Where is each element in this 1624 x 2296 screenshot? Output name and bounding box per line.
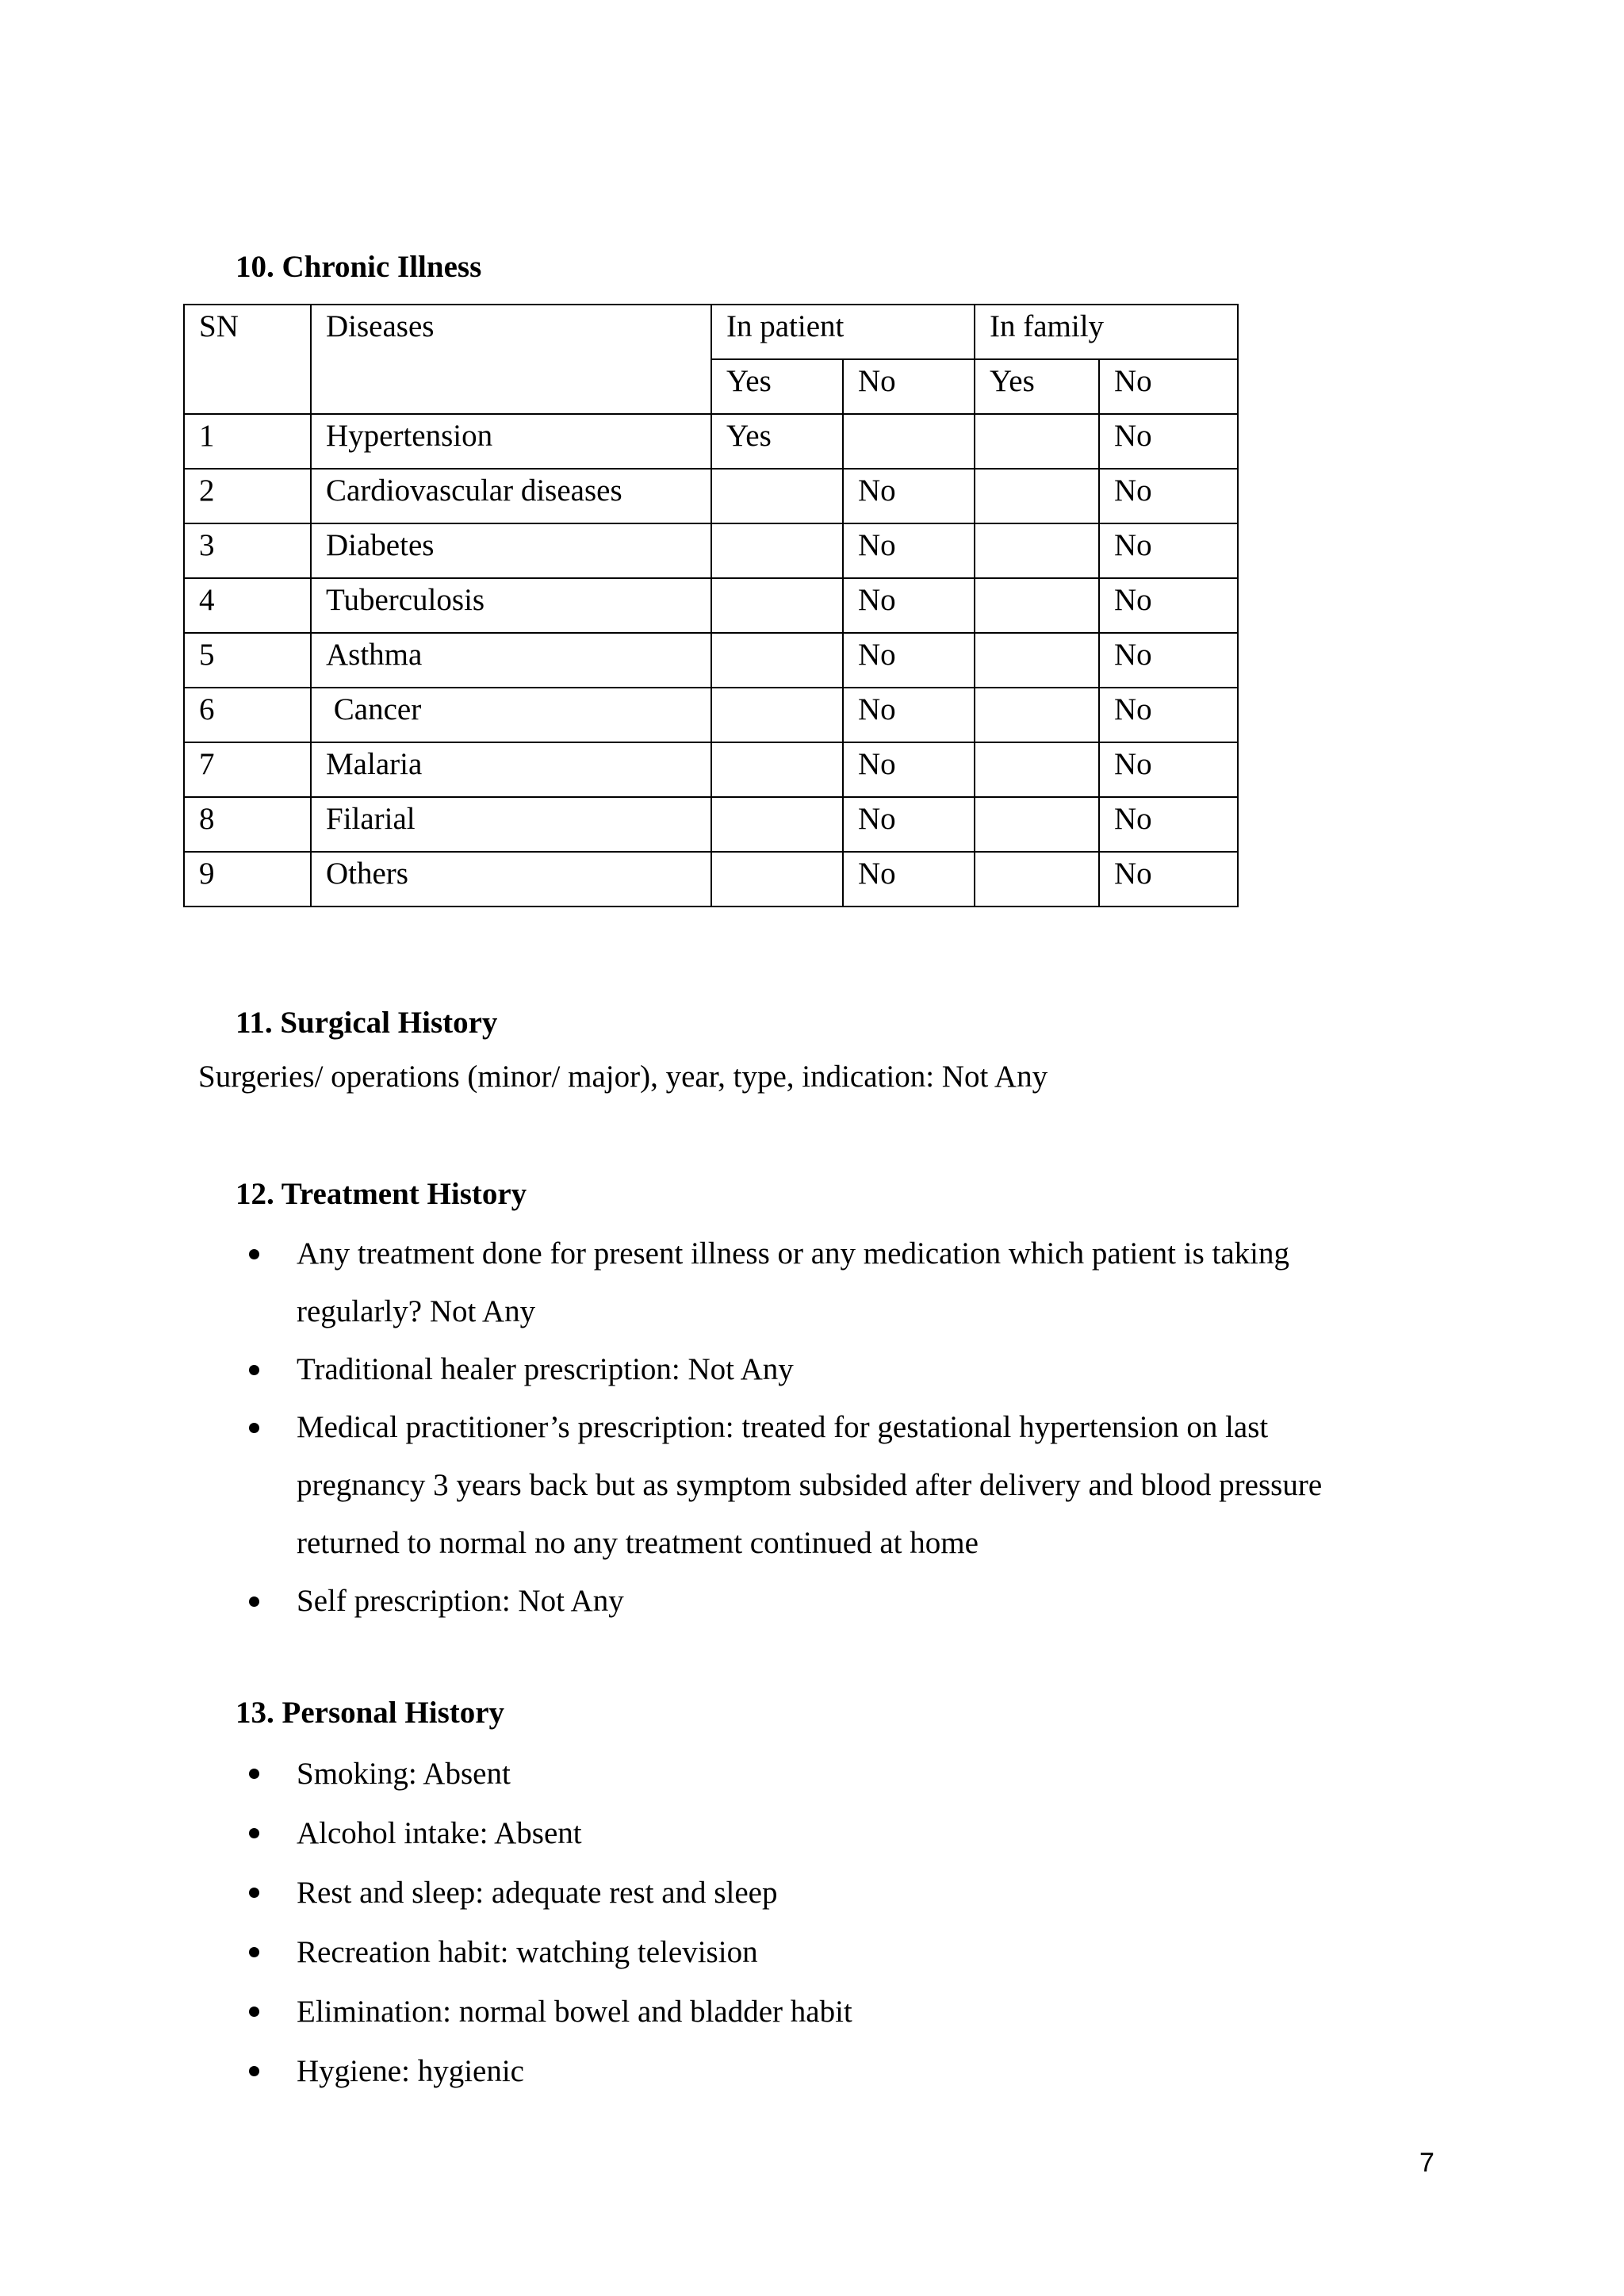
bullet-icon (249, 1365, 259, 1375)
cell-family-yes (975, 742, 1099, 797)
bullet-icon (249, 1596, 259, 1607)
header-in-patient: In patient (711, 305, 975, 359)
cell-family-no: No (1099, 688, 1238, 742)
cell-family-no: No (1099, 414, 1238, 469)
cell-patient-no: No (843, 852, 975, 907)
cell-family-no: No (1099, 633, 1238, 688)
cell-family-yes (975, 852, 1099, 907)
cell-patient-no: No (843, 578, 975, 633)
cell-patient-yes (711, 523, 843, 578)
header-sn: SN (184, 305, 311, 414)
list-item (0, 1922, 1399, 1982)
surgical-history-text: Surgeries/ operations (minor/ major), year, type, indication: Not Any (198, 1060, 1048, 1094)
page-number: 7 (1419, 2148, 1434, 2178)
list-item-line: regularly? Not Any (297, 1294, 536, 1328)
bullet-icon (249, 1888, 259, 1898)
list-item (0, 1398, 1399, 1456)
cell-family-no: No (1099, 578, 1238, 633)
cell-disease: Others (311, 852, 711, 907)
cell-family-no: No (1099, 469, 1238, 523)
list-item-text: Elimination: normal bowel and bladder habit (297, 1995, 852, 2029)
cell-patient-yes (711, 688, 843, 742)
cell-sn: 8 (184, 797, 311, 852)
list-item-continuation (0, 1282, 1399, 1340)
cell-family-no: No (1099, 852, 1238, 907)
cell-disease: Cancer (311, 688, 711, 742)
list-item (0, 1572, 1399, 1630)
table-row (184, 633, 1238, 688)
bullet-icon (249, 1423, 259, 1433)
cell-patient-no (843, 414, 975, 469)
list-item-line: Medical practitioner’s prescription: treated for gestational hypertension on last (297, 1410, 1269, 1444)
bullet-icon (249, 2007, 259, 2017)
cell-family-yes (975, 797, 1099, 852)
cell-sn: 1 (184, 414, 311, 469)
list-item-line: Self prescription: Not Any (297, 1584, 624, 1618)
table-row (184, 523, 1238, 578)
cell-disease: Tuberculosis (311, 578, 711, 633)
table-row (184, 742, 1238, 797)
chronic-illness-table (183, 304, 1239, 907)
header-family-yes: Yes (975, 359, 1099, 414)
cell-patient-yes (711, 578, 843, 633)
personal-history-heading: 13. Personal History (236, 1696, 505, 1730)
table-row (184, 852, 1238, 907)
cell-disease: Diabetes (311, 523, 711, 578)
cell-sn: 4 (184, 578, 311, 633)
cell-patient-no: No (843, 797, 975, 852)
cell-family-yes (975, 469, 1099, 523)
cell-patient-yes (711, 797, 843, 852)
list-item-continuation (0, 1514, 1399, 1572)
cell-disease: Cardiovascular diseases (311, 469, 711, 523)
cell-family-yes (975, 523, 1099, 578)
treatment-history-heading: 12. Treatment History (236, 1177, 527, 1211)
list-item (0, 1982, 1399, 2041)
list-item-continuation (0, 1456, 1399, 1514)
cell-disease: Filarial (311, 797, 711, 852)
table-row (184, 578, 1238, 633)
cell-sn: 7 (184, 742, 311, 797)
header-in-family: In family (975, 305, 1238, 359)
cell-family-no: No (1099, 797, 1238, 852)
list-item-line: Any treatment done for present illness or any medication which patient is taking (297, 1236, 1289, 1271)
list-item-text: Smoking: Absent (297, 1757, 511, 1791)
cell-family-yes (975, 633, 1099, 688)
cell-patient-no: No (843, 688, 975, 742)
cell-patient-yes: Yes (711, 414, 843, 469)
cell-sn: 2 (184, 469, 311, 523)
cell-family-yes (975, 414, 1099, 469)
cell-patient-no: No (843, 469, 975, 523)
list-item-line: returned to normal no any treatment continued at home (297, 1526, 979, 1560)
personal-history-list (0, 1744, 1399, 2101)
cell-sn: 9 (184, 852, 311, 907)
cell-family-no: No (1099, 742, 1238, 797)
table-row (184, 688, 1238, 742)
list-item-line: Traditional healer prescription: Not Any (297, 1352, 794, 1386)
header-diseases: Diseases (311, 305, 711, 414)
cell-patient-no: No (843, 742, 975, 797)
list-item (0, 1803, 1399, 1863)
list-item (0, 1225, 1399, 1282)
list-item-line: pregnancy 3 years back but as symptom subsided after delivery and blood pressure (297, 1468, 1323, 1502)
list-item-text: Recreation habit: watching television (297, 1935, 758, 1969)
cell-disease: Asthma (311, 633, 711, 688)
list-item-text: Alcohol intake: Absent (297, 1816, 582, 1850)
list-item (0, 2041, 1399, 2101)
cell-sn: 5 (184, 633, 311, 688)
cell-family-yes (975, 688, 1099, 742)
header-patient-no: No (843, 359, 975, 414)
list-item-text: Hygiene: hygienic (297, 2054, 524, 2088)
header-patient-yes: Yes (711, 359, 843, 414)
list-item-text: Rest and sleep: adequate rest and sleep (297, 1876, 778, 1910)
cell-family-no: No (1099, 523, 1238, 578)
bullet-icon (249, 2066, 259, 2076)
header-family-no: No (1099, 359, 1238, 414)
bullet-icon (249, 1249, 259, 1259)
list-item (0, 1863, 1399, 1922)
cell-family-yes (975, 578, 1099, 633)
cell-patient-yes (711, 633, 843, 688)
bullet-icon (249, 1947, 259, 1957)
cell-sn: 6 (184, 688, 311, 742)
table-row (184, 797, 1238, 852)
cell-patient-no: No (843, 523, 975, 578)
cell-patient-yes (711, 742, 843, 797)
list-item (0, 1744, 1399, 1803)
cell-disease: Hypertension (311, 414, 711, 469)
table-header-row (184, 305, 1238, 359)
cell-patient-yes (711, 469, 843, 523)
chronic-illness-heading: 10. Chronic Illness (236, 250, 482, 284)
table-row (184, 414, 1238, 469)
table-row (184, 469, 1238, 523)
cell-patient-no: No (843, 633, 975, 688)
treatment-history-list (0, 1225, 1399, 1630)
bullet-icon (249, 1769, 259, 1779)
list-item (0, 1340, 1399, 1398)
cell-patient-yes (711, 852, 843, 907)
cell-sn: 3 (184, 523, 311, 578)
bullet-icon (249, 1828, 259, 1838)
cell-disease: Malaria (311, 742, 711, 797)
surgical-history-heading: 11. Surgical History (236, 1006, 498, 1040)
